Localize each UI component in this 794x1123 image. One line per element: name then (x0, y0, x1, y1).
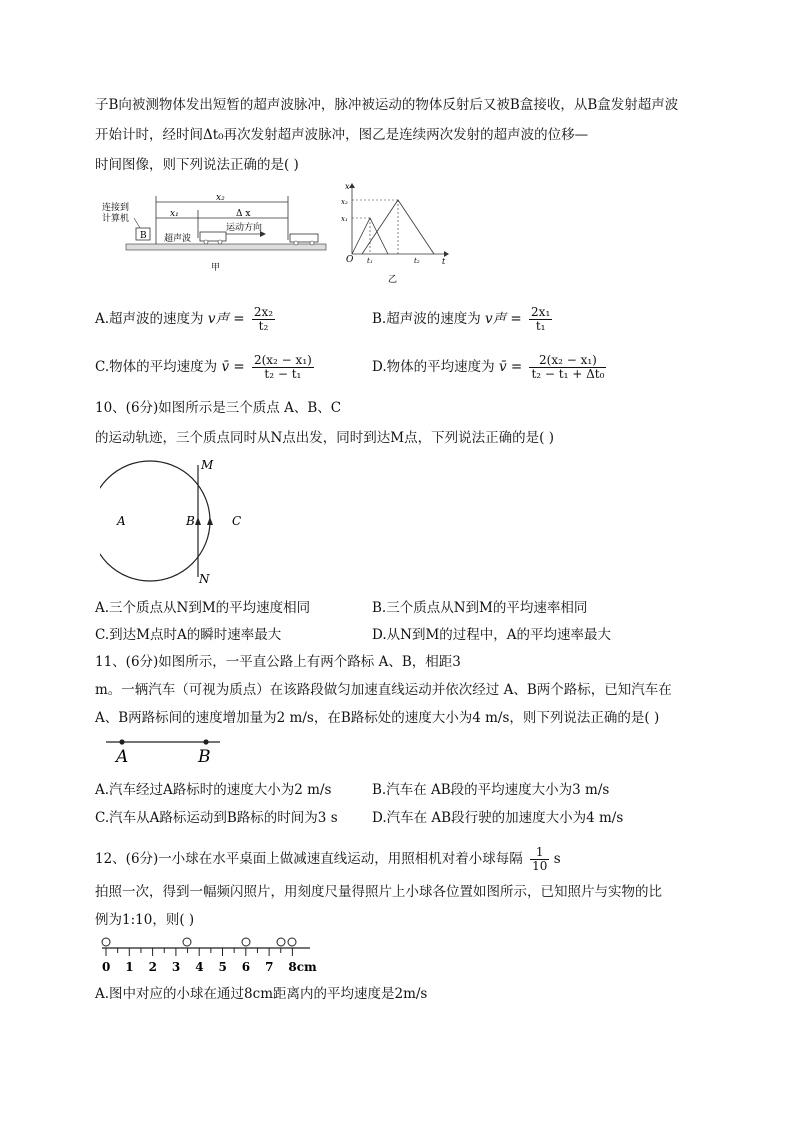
car-2-wheel (310, 241, 314, 245)
q10-line-1: 10、(6分)如图所示是三个质点 A、B、C (95, 400, 342, 416)
q11-line-2: m。一辆汽车（可视为质点）在该路段做匀加速直线运动并依次经过 A、B两个路标，已知汽车在 (95, 682, 672, 698)
q10-option-d[interactable]: D.从N到M的过程中，A的平均速率最大 (372, 627, 612, 643)
ruler-ticks (106, 948, 292, 956)
origin-label: O (346, 255, 354, 265)
box-b-label: B (140, 231, 147, 241)
t-axis-label: t (442, 257, 446, 266)
ruler-label: 6 (241, 960, 251, 974)
q9-option-a[interactable] (95, 306, 275, 333)
q9-option-c-lhs: v̄ = (221, 359, 245, 375)
q9-line-3: 时间图像，则下列说法正确的是( ) (95, 157, 299, 173)
arrow-b (195, 517, 201, 525)
computer-label-2: 计算机 (102, 214, 130, 224)
q9-option-c-den: t₂ − t₁ (264, 367, 302, 381)
q9-option-b-fraction (529, 306, 552, 333)
point-n-label: N (199, 572, 210, 586)
ruler-label: 7 (265, 960, 274, 974)
figure-ruler (96, 934, 326, 978)
figure-road (106, 734, 226, 768)
x-axis-arrowhead (349, 183, 355, 188)
caption-jia: 甲 (211, 263, 221, 273)
figure-yi (340, 182, 450, 288)
marker-a-label: A (116, 747, 129, 767)
ball-position (102, 938, 110, 946)
ball-position (288, 938, 296, 946)
ball-position (183, 938, 191, 946)
t2-tick: t₂ (414, 257, 420, 265)
q9-option-b-den: t₁ (535, 319, 546, 333)
q9-option-a-fraction (252, 306, 275, 333)
arrow-c (207, 517, 213, 525)
point-b-label: B (186, 514, 195, 528)
car-1-wheel (204, 240, 208, 244)
q12-line-2: 拍照一次，得到一幅频闪照片，用刻度尺量得照片上小球各位置如图所示，已知照片与实物的比 (95, 884, 662, 900)
caption-yi: 乙 (388, 275, 398, 285)
q9-option-d-fraction (529, 354, 606, 381)
figure-jia (98, 188, 330, 278)
ruler-label: 5 (218, 960, 227, 974)
point-c-label: C (232, 514, 242, 528)
q9-option-d-text: D.物体的平均速度为 (372, 359, 495, 375)
marker-b (203, 739, 208, 744)
ball-position (242, 938, 250, 946)
q10-option-a[interactable]: A.三个质点从N到M的平均速度相同 (95, 600, 311, 616)
q12-line-1 (95, 846, 561, 873)
q10-option-b[interactable]: B.三个质点从N到M的平均速率相同 (372, 600, 588, 616)
q9-option-d[interactable] (372, 354, 606, 381)
q9-option-b[interactable] (372, 306, 552, 333)
x1-label: x₁ (170, 209, 179, 219)
computer-label-1: 连接到 (102, 203, 130, 213)
q12-option-a[interactable]: A.图中对应的小球在通过8cm距离内的平均速度是2m/s (95, 986, 428, 1002)
q12-line-3: 例为1:10，则( ) (95, 912, 195, 928)
dx-label: Δ x (236, 209, 251, 219)
marker-b-label: B (198, 747, 211, 767)
ruler-label: 1 (125, 960, 134, 974)
t1-tick: t₁ (367, 257, 373, 265)
q9-line-1: 子B向被测物体发出短暂的超声波脉冲，脉冲被运动的物体反射后又被B盒接收，从B盒发射超声波 (95, 97, 679, 113)
q11-option-b[interactable]: B.汽车在 AB段的平均速度大小为3 m/s (372, 782, 610, 798)
q10-line-2: 的运动轨迹，三个质点同时从N点出发，同时到达M点，下列说法正确的是( ) (95, 430, 554, 446)
q11-option-c[interactable]: C.汽车从A路标运动到B路标的时间为3 s (95, 810, 338, 826)
direction-label: 运动方向 (226, 223, 263, 233)
ball-position (277, 938, 285, 946)
q9-option-d-num: 2(x₂ − x₁) (529, 354, 606, 368)
q10-option-c[interactable]: C.到达M点时A的瞬时速率最大 (95, 627, 282, 643)
q12-line-1-text: 12、(6分)一小球在水平桌面上做减速直线运动，用照相机对着小球每隔 (95, 851, 523, 867)
q11-option-d[interactable]: D.汽车在 AB段行驶的加速度大小为4 m/s (372, 810, 624, 826)
q9-option-b-num: 2x₁ (531, 305, 551, 319)
q9-option-d-den: t₂ − t₁ + Δt₀ (531, 367, 605, 381)
point-m-label: M (201, 458, 214, 472)
q9-option-c-fraction (252, 354, 314, 381)
q11-option-a[interactable]: A.汽车经过A路标时的速度大小为2 m/s (95, 782, 332, 798)
q9-option-c-text: C.物体的平均速度为 (95, 359, 218, 375)
q12-interval-unit: s (553, 851, 561, 867)
cable (134, 218, 140, 228)
q9-option-a-den: t₂ (258, 319, 269, 333)
q11-line-1: 11、(6分)如图所示，一平直公路上有两个路标 A、B，相距3 (95, 654, 461, 670)
q9-option-a-lhs: v声 = (207, 311, 245, 327)
wave-label: 超声波 (164, 234, 192, 244)
x-axis-label: x (345, 182, 350, 191)
point-a-label: A (117, 514, 126, 528)
q9-option-c[interactable] (95, 354, 314, 381)
car-2-wheel (294, 241, 298, 245)
x2-label: x₂ (216, 193, 225, 203)
x1-tick: x₁ (341, 215, 348, 223)
ruler-labels (102, 960, 317, 974)
ruler-label: 3 (171, 960, 181, 974)
ruler-label: 2 (148, 960, 157, 974)
x2-tick: x₂ (341, 198, 348, 206)
q12-interval-num: 1 (530, 846, 549, 860)
marker-a (119, 739, 124, 744)
q9-option-d-lhs: v̄ = (498, 359, 523, 375)
ruler-label: 8cm (288, 960, 317, 974)
car-2 (290, 234, 318, 242)
car-1 (200, 232, 226, 241)
q11-line-3: A、B两路标间的速度增加量为2 m/s，在B路标处的速度大小为4 m/s，则下列说法正确的是( ) (95, 710, 660, 726)
q9-line-2: 开始计时，经时间Δt₀再次发射超声波脉冲，图乙是连续两次发射的超声波的位移— (95, 127, 589, 143)
q12-interval-fraction (530, 846, 549, 873)
figure-circle (100, 455, 260, 587)
q9-option-a-num: 2x₂ (253, 305, 274, 319)
q9-option-b-lhs: v声 = (485, 311, 522, 327)
ruler-label: 4 (195, 960, 204, 974)
q12-interval-den: 10 (532, 859, 548, 873)
q9-option-c-num: 2(x₂ − x₁) (253, 353, 312, 367)
q9-option-b-text: B.超声波的速度为 (372, 311, 481, 327)
q9-option-a-text: A.超声波的速度为 (95, 311, 204, 327)
car-1-wheel (218, 240, 222, 244)
ruler-label: 0 (102, 960, 111, 974)
